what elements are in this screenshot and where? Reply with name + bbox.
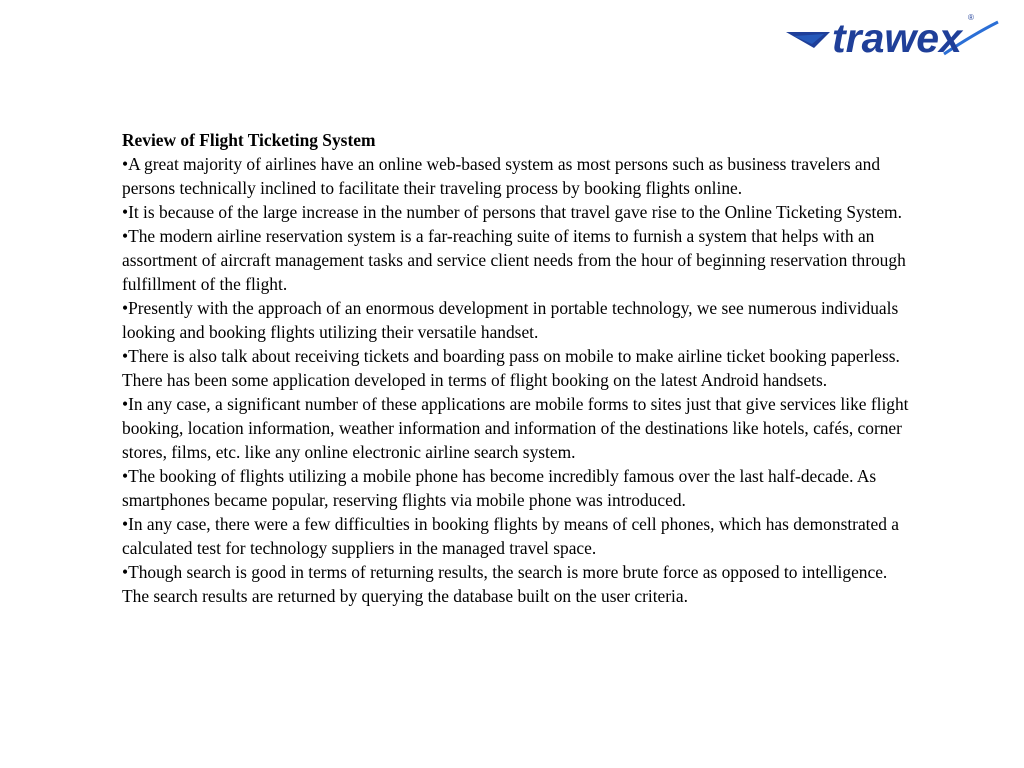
bullet-item: •A great majority of airlines have an online web-based system as most persons such as business travelers and persons technically inclined to facilitate their traveling process by booking flights online. [122,154,881,198]
bullet-item: •The modern airline reservation system is a far-reaching suite of items to furnish a system that helps with an assortment of aircraft management tasks and service client needs from the hour of beginning reservation through fulfillment of the flight. [122,226,906,294]
registered-mark: ® [968,13,974,22]
bullet-item: •It is because of the large increase in the number of persons that travel gave rise to the Online Ticketing System. [122,202,902,222]
logo-wordmark: trawex [832,15,962,61]
trawex-logo [784,14,1006,62]
bullet-item: •In any case, there were a few difficulties in booking flights by means of cell phones, which has demonstrated a calculated test for technology suppliers in the managed travel space. [122,514,899,558]
bullet-item: •There is also talk about receiving tickets and boarding pass on mobile to make airline ticket booking paperless. There has been some application developed in terms of flight booking on the latest Android handsets. [122,346,900,390]
bullet-item: •Presently with the approach of an enormous development in portable technology, we see numerous individuals looking and booking flights utilizing their versatile handset. [122,298,899,342]
document-body [122,128,912,608]
bullet-item: •In any case, a significant number of these applications are mobile forms to sites just that give services like flight booking, location information, weather information and information of the destinations like hotels, cafés, corner stores, films, etc. like any online electronic airline search system. [122,394,909,462]
bullet-item: •The booking of flights utilizing a mobile phone has become incredibly famous over the last half-decade. As smartphones became popular, reserving flights via mobile phone was introduced. [122,466,877,510]
document-title: Review of Flight Ticketing System [122,130,376,150]
bullet-item: •Though search is good in terms of returning results, the search is more brute force as opposed to intelligence. The search results are returned by querying the database built on the user criteria. [122,562,888,606]
